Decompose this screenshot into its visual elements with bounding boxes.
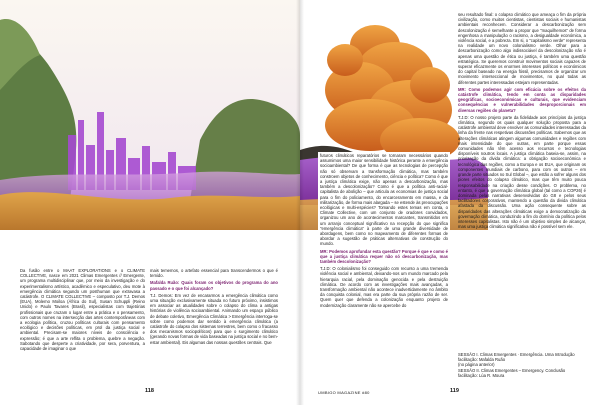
interview-question: Mafalda Ruão: Quais foram os objetivos do programa do ano passado e o que foi alcançado? — [150, 280, 278, 291]
right-column-1 — [318, 152, 450, 380]
page-number-right: 119 — [450, 388, 459, 394]
left-column-2 — [150, 268, 278, 378]
paragraph: Da fusão entre o MAAT EXPLORATIONS e o CLIMATE COLLECTIVE, nasce em 2021 Climas Emergentes // Emergente, um programa multidisciplinar que, por meio da investigação e do experimentalismo artístico, acadêmico e especulativo, deu mote à emergência climática segundo um posthuman que extravasa a catástrofe. O CLIMATE COLLECTIVE – composto por T.J. Demos (EUA), Molemo Moiloa (África do Sul), Susan Schuppli (Reino Unido) e Paulo Tavares (Brasil), especialistas com trajetórias profissionais que cruzam o lugar entre a prática e o pensamento, com outros nomes na intersecção das artes contemporâneas com a ecologia política, cruzou políticas culturais com pensamento ecológico e decisões políticas, em prol da justiça social e ambiental. Precisam-se maiores níveis de consciência e expressão; é que a arte reflita o problema, quebre a negação. Sabotando que desperte a criatividade, por sera, porventura, a capacidade de imaginar o que — [20, 268, 145, 352]
credit-line: facilitação: Mafalda Ruão — [458, 357, 506, 363]
left-column-1 — [20, 268, 145, 378]
credit-line: facilitação: Lúa R. Moura — [458, 372, 505, 378]
magazine-footer: UMBIGO MAGAZINE #80 — [318, 390, 370, 395]
spine-shadow — [296, 0, 304, 405]
credit-line: SESSÃO II. Climas Emergentes – Emergency. Conclusão — [458, 367, 566, 373]
paragraph: mais tememos, o artefato essencial para transcendermos o que é temido. — [150, 268, 278, 279]
right-column-2 — [458, 12, 586, 352]
paragraph: T.J.D: O colonialismo foi conseguido com recurso a uma tremenda violência social e ambiental, deixando-nos um mundo marcado pela hierarquia racial, pela dominação genocida e pela destruição climática. De acordo com as investigações mais avançadas, a transformação ambiental não acontece inadvertidamente no âmbito da conquista colonial, mas era parte da sua própria razão de ser. Quem quer que defenda a colonização enquanto projeto de modernização claramente não se apercebe do — [320, 266, 448, 308]
paragraph: futuros climáticos reparatórios se tornaram necessários quando assumimos uma maior sensibilidade histórica perante a emergência socioambiental? De que forma é que as tecnologias de percepção não só observam a transformação climática, mas também constroem objetos de conhecimento, ciência e política? Como é que a justiça climática exige, não apenas a descarbonização, mas também a descolonização? Como é que a política anti-racial-capitalista de abolição – que articula as economias de justiça social para o fim do policiamento, do encarceramento em massa, e da militarização, de forma mais alargada – se estende às preocupações ecológicas e multi-espécies? Tomando estes temas em conta, o Climate Collective, com um conjunto de oradores convidados, organizou um ano de acontecimentos marcantes, transmitidos em um arranjo conceptual significativo na recepção do que significa "emergência climática" à parte de uma grande diversidade de abordagens, bem como no mapeamento de diferentes formas de abordar a sugestão de práticas alternativas de construção do mundo. — [320, 153, 448, 247]
paragraph: seu resultado final: o colapso climático que ameaça o fim da própria civilização, como muitos cientistas, cientistas sociais e humanistas ambientais reconhecem. Considerar a descarbonização sem descolonização é semelhante a propor que "maquilhemos" de forma engenhosa a manipulação o racismo, a desigualdade económica, a violência social, e a pobreza. Em si, o "capitalismo verde" representa na realidade um novo colonialismo verde. Olhar para a descarbonização como algo indissociável da descolonização não é apenas uma questão de ética ou justiça, é também uma questão estratégica. Se queremos construir movimentos sociais capazes de superar eficazmente os enormes interesses políticos e económicos do capital baseado na energia fóssil, precisamos de organizar um movimento interseccional de movimentos, no qual todas as diferentes partes interessadas estejam representadas. — [458, 12, 586, 85]
credit-line: (no página anterior) — [458, 362, 495, 368]
paragraph: T.J. Demos: Em vez de encararmos a emergência climática como uma situação exclusivamente situada no futuro próximo, insistimos em associar as atualidades sobre o colapso do clima a antigas histórias de violência socioambiental. Animando um espaço público de debate coletivo, Emergência Climática > Emergência interroga-se sobre como podemos dar sentido à emergência climática (a catástrofe do colapso dos sistemas terrestres, bem como o fracasso dos mecanismos sociopolíticos) para que o surgimento climático (gerando novas formas de vida baseadas na justiça social e no bem-estar ambiental). Eis algumas das nossas questões centrais. Que — [150, 292, 278, 345]
interview-question: MR: Como podemos agir com eficácia sobre os efeitos da catástrofe climática, tendo em conta as disparidades geográficas, socioeconómicas e culturais, que evidenciam consequências e vulnerabilidades desproporcionais em diversas regiões do planeta? — [458, 86, 586, 113]
interview-question: MR: Podemos aprofundar esta questão? Porque é que e como é que a justiça climática requer não só descarbonização, mas também descolonização? — [320, 248, 448, 265]
credit-line: SESSÃO I. Climas Emergentes · Emergência. Uma Introdução — [458, 352, 575, 357]
paragraph: T.J.D: O nosso projeto parte da fidelidade aos princípios da justiça climática, segundo os quais qualquer solução proposta para a catástrofe ambiental deve envolver as comunidades interessadas da linha da frente nas respetivas discussões políticas. Sabemos que as alterações climáticas atingem algumas comunidades e regiões com mais intensidade do que outras, em parte porque essas comunidades não têm acesso aos recursos e tecnologias disponíveis noutros locais. A justiça climática baseia-se, assim, na priorização da divida climática: a obrigação socioeconómica e tecnológica das regiões, como a Europa e os EUA, que originam os componentes mundiais de carbono, para com os outros – em grande parte situados no Sul Global –, que estão a sofrer alguns dos piores efeitos do colapso climático, mas que têm muito pouca responsabilidade na criação desse condições. O problema, no entanto, é que a governação climática global (tal como a COP26) é dominada pelas narrativas desenvolvidas do G8 e pelos seus facilitadores corporativos, mantendo a questão da divida climática afastada da discussão. Uma ação consequente sobre as disparidades das alterações climáticas exige a democratização da governação climática, conduzindo a fim do domínio da política pelos interesses capitalistas. Isto não é um objetivo simples de alcançar, mas uma justiça climática significativa não é possível sem ele. — [458, 114, 586, 230]
session-credits — [458, 352, 586, 388]
page-number-left: 118 — [145, 388, 154, 394]
